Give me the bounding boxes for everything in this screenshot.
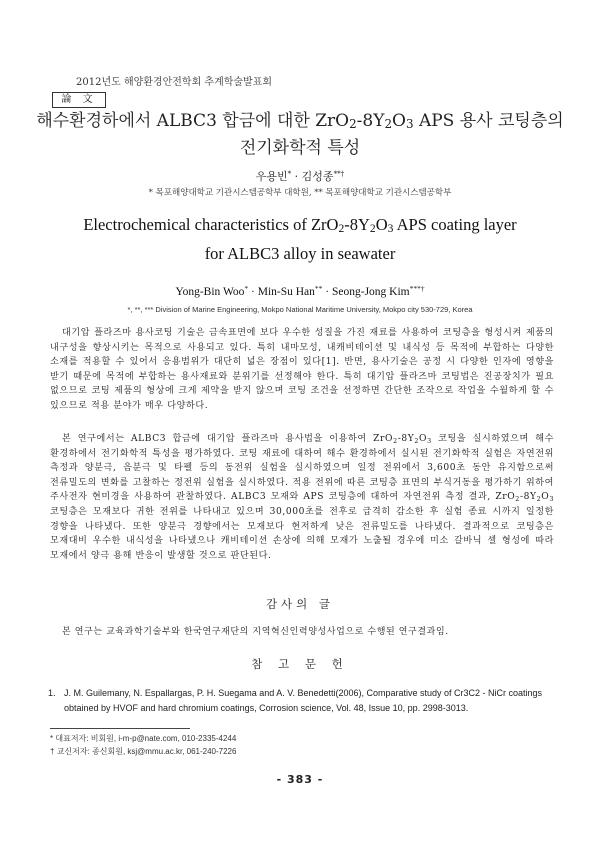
footnote-mark: † bbox=[50, 747, 55, 756]
author-name: 우용빈 bbox=[255, 170, 288, 183]
conference-header: 2012년도 해양환경안전학회 추계학술발표회 bbox=[76, 77, 273, 88]
body-paragraph-1: 대기압 플라즈마 용사코팅 기술은 금속표면에 보다 우수한 성질을 가진 재료를 사용하여 코팅층을 형성시켜 제품의 내구성을 향상시키는 목적으로 사용되고 있다. 특히 내마모성, 내캐비테이션 및 내식성 등 목적에 부합하는 다양한 소재를 적용할 수 있어서 응용범위가 대단히 넓은 장점이 있다[1]. 반면, 용사기술은 공정 시 다양한 인자에 영향을 받기 때문에 목적에 부합하는 용사재료와 분위기를 선정해야 한다. 특히 대기압 플라즈마 코팅법은 진공장치가 필요 없으므로 코팅 제품의 형상에 크게 제약을 받지 않으며 코팅 조건을 선정하면 간단한 조작으로 작업을 수월하게 할 수 있으므로 적용 분야가 매우 다양하다. bbox=[50, 328, 554, 411]
subscript: 2 bbox=[369, 223, 376, 235]
korean-authors bbox=[0, 168, 600, 184]
paragraph-text: O bbox=[541, 492, 550, 503]
paragraph-text: 코팅을 실시하였으며 해수 환경하에서 전기화학적 특성을 평가하였다. 코팅 재료에 대하여 해수 환경하에서 실시된 전기화학적 실험은 자연전위 측정과 양분극, 음분극 및 타펠 등의 동전위 실험을 실시하였으며 일정 전위에서 3,600초 동안 유지함으로써 전류밀도의 변화를 고찰하는 정전위 실험을 실시하였다. 적용 전위에 따른 코팅층 표면의 부식거동을 평가하기 위하여 주사전자 현미경을 사용하여 관찰하였다. ALBC3 모재와 APS 코팅층에 대하여 자연전위 측정 결과, ZrO bbox=[50, 434, 555, 503]
subscript: 2 bbox=[338, 223, 345, 235]
subscript: 3 bbox=[549, 495, 554, 504]
author-separator: · bbox=[322, 286, 332, 298]
footnote-mark: * bbox=[50, 734, 54, 743]
paragraph-text: -8Y bbox=[519, 492, 537, 503]
subscript: 2 bbox=[393, 437, 398, 445]
reference-number: 1. bbox=[48, 688, 56, 698]
footnote-corresponding-author bbox=[50, 746, 236, 757]
korean-title-line2: 전기화학적 특성 bbox=[239, 138, 361, 158]
acknowledgement-text: 본 연구는 교육과학기술부와 한국연구재단의 지역혁신인력양성사업으로 수행된 연구결과임. bbox=[62, 627, 449, 637]
paragraph-text: -8Y bbox=[397, 434, 415, 444]
reference-item bbox=[48, 686, 556, 716]
subscript: 2 bbox=[414, 437, 420, 445]
paragraph-text: 코팅층은 모재보다 귀한 전위를 나타내고 있으며 30,000초를 전후로 급격히 감소한 후 실험 종료 시까지 일정한 경향을 나타냈다. 또한 양분극 경향에서는 모재보다 현저하게 낮은 전류밀도를 나타냈다. 결과적으로 코팅층은 모재대비 우수한 내식성을 나타냈으나 캐비테이션 손상에 의해 모재가 노출될 경우에 미소 갈바닉 셀 형성에 따라 모재에서 양극 용해 반응이 발생할 것으로 판단된다. bbox=[50, 506, 554, 561]
subscript: 2 bbox=[536, 495, 542, 504]
subscript: 3 bbox=[427, 437, 432, 445]
author-name: Seong-Jong Kim bbox=[331, 286, 410, 298]
author-mark: ***† bbox=[409, 284, 425, 293]
footnote-divider bbox=[50, 728, 190, 729]
reference-text: J. M. Guilemany, N. Espallargas, P. H. Suegama and A. V. Benedetti(2006), Comparative study of Cr3C2 - NiCr coatings obtained by HVOF and hard chromium coatings, Corrosion science, Vol. 48, Issue 10, pp. 2998-3013. bbox=[64, 688, 543, 713]
footnote-text: 교신저자: 종신회원, ksj@mmu.ac.kr, 061-240-7226 bbox=[56, 747, 237, 756]
page-number: - 383 - bbox=[276, 773, 324, 786]
korean-title-text: O bbox=[392, 111, 406, 131]
footnote-text: 대표저자: 비회원, i-m-p@nate.com, 010-2335-4244 bbox=[55, 734, 237, 743]
subscript: 3 bbox=[405, 117, 414, 131]
subscript: 2 bbox=[349, 117, 357, 131]
korean-affiliation: * 목포해양대학교 기관시스템공학부 대학원, ** 목포해양대학교 기관시스템공학부 bbox=[148, 188, 452, 198]
author-separator: · bbox=[248, 286, 258, 298]
paragraph-text: O bbox=[419, 434, 428, 444]
english-title-text: APS coating layer bbox=[393, 215, 517, 234]
korean-title-text: -8Y bbox=[356, 111, 385, 131]
author-mark: **† bbox=[333, 169, 345, 178]
author-name: Yong-Bin Woo bbox=[175, 286, 245, 298]
subscript: 2 bbox=[515, 495, 520, 504]
english-title-line2: for ALBC3 alloy in seawater bbox=[204, 244, 396, 263]
author-name: Min-Su Han bbox=[257, 286, 315, 298]
author-name: 김성종 bbox=[301, 170, 334, 183]
english-authors bbox=[0, 286, 600, 298]
english-affiliation: *, **, *** Division of Marine Engineering, Mokpo National Maritime University, Mokpo city 530-729, Korea bbox=[127, 305, 473, 314]
subscript: 2 bbox=[384, 117, 393, 131]
footnote-first-author bbox=[50, 733, 236, 744]
korean-title-text: 해수환경하에서 ALBC3 합금에 대한 ZrO bbox=[36, 111, 350, 131]
english-title-line1 bbox=[0, 215, 600, 235]
korean-title-text: APS 용사 코팅층의 bbox=[413, 111, 564, 131]
english-title-text: Electrochemical characteristics of ZrO bbox=[83, 215, 339, 234]
acknowledgement-heading: 감사의 글 bbox=[265, 597, 335, 611]
article-type-tag: 論 文 bbox=[52, 92, 106, 108]
paragraph-text: 본 연구에서는 ALBC3 합금에 대기압 플라즈마 용사법을 이용하여 ZrO bbox=[62, 434, 394, 444]
author-mark: * bbox=[244, 284, 249, 293]
english-title-text: O bbox=[375, 215, 388, 234]
author-separator: · bbox=[291, 170, 302, 183]
subscript: 3 bbox=[387, 223, 394, 235]
references-heading: 참 고 문 헌 bbox=[251, 657, 349, 671]
author-mark: ** bbox=[314, 284, 323, 293]
english-title-text: -8Y bbox=[344, 215, 370, 234]
body-paragraph-2 bbox=[50, 432, 554, 563]
author-mark: * bbox=[287, 169, 292, 178]
korean-title-line1 bbox=[30, 106, 570, 131]
